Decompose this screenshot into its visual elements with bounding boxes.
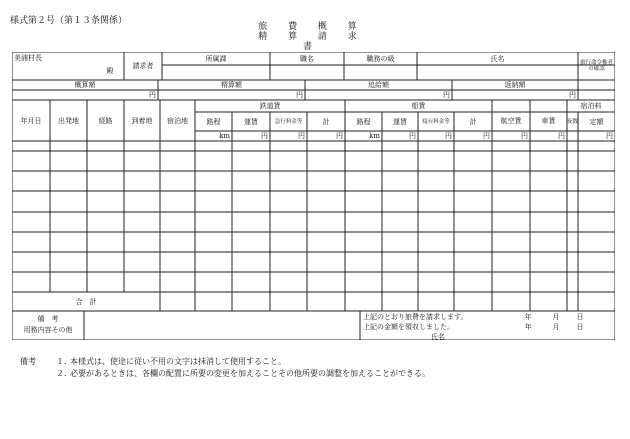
title-line-1: 旅 費 概 算 [258, 22, 366, 32]
unit-air: 円 [521, 132, 528, 140]
ship-fare: 運賃 [393, 117, 407, 126]
col-lodging-place: 宿泊地 [167, 116, 188, 125]
footnote-2-text: 必要があるときは、各欄の配置に所要の変更を加えることその他所要の調整を加えることができる。 [70, 369, 430, 378]
dono-label: 殿 [106, 67, 114, 75]
unit-fixed: 円 [606, 132, 613, 140]
form-number: 様式第２号（第１３条関係） [10, 16, 128, 26]
col-departure: 出発地 [58, 116, 79, 125]
remarks-label: 備 考 [37, 315, 59, 323]
document-title [252, 22, 372, 52]
rail-subtotal: 計 [322, 117, 330, 126]
footnotes-label: 備考 [20, 357, 36, 366]
title-line-2: 精 算 請 求 書 [258, 32, 366, 52]
col-date: 年月日 [20, 116, 42, 125]
unit-ship-km: km [369, 132, 380, 140]
settle-yen: 円 [296, 91, 303, 99]
rail-fare: 運賃 [244, 117, 258, 126]
unit-rail-express: 円 [298, 132, 305, 140]
village-head-label: 美浦村長 [14, 54, 42, 62]
col-air: 航空賃 [500, 116, 522, 125]
footnotes [20, 356, 430, 380]
claim-day: 日 [576, 313, 584, 321]
unit-ship-fare: 円 [409, 132, 416, 140]
unit-rail-subtotal: 円 [336, 132, 343, 140]
additional-yen: 円 [443, 91, 450, 99]
footnote-1 [20, 356, 430, 368]
col-car: 車賃 [541, 116, 556, 125]
col-route: 経路 [98, 116, 113, 125]
unit-car: 円 [558, 132, 565, 140]
claim-year: 年 [524, 313, 532, 321]
receipt-text: 上記の金額を領収しました。 [363, 323, 454, 331]
settle-label: 精算額 [221, 81, 242, 89]
travel-order-confirm-label: 旅行命令権者の確認 [579, 60, 613, 72]
fixed-amount-label: 定額 [589, 117, 604, 126]
unit-ship-berth: 円 [445, 132, 452, 140]
ship-distance: 路程 [356, 117, 371, 126]
total-label: 合 計 [75, 297, 97, 306]
claim-text: 上記のとおり旅費を請求します。 [363, 313, 468, 321]
rail-distance: 路程 [206, 117, 221, 126]
estimate-yen: 円 [149, 91, 156, 99]
receipt-month: 月 [552, 323, 560, 331]
additional-label: 追給額 [368, 81, 389, 89]
col-rail: 鉄道賃 [259, 102, 281, 110]
unit-rail-fare: 円 [261, 132, 268, 140]
nights-label: 夜数 [567, 118, 579, 125]
claimant-label: 請求者 [132, 62, 154, 70]
receipt-day: 日 [576, 323, 584, 331]
claim-month: 月 [552, 313, 560, 321]
unit-ship-subtotal: 円 [483, 132, 490, 140]
footnote-1-number: １． [56, 357, 72, 366]
col-lodging-fee: 宿泊料 [580, 102, 602, 110]
rail-express-fee: 急行料金等 [274, 118, 303, 125]
footnote-1-text: 本様式は、使途に従い不用の文字は抹消して使用すること。 [70, 357, 286, 366]
footnote-2-number: ２． [56, 369, 72, 378]
duty-grade-label: 職務の級 [366, 54, 395, 63]
signature-name-label: 氏名 [431, 333, 445, 341]
estimate-label: 概算額 [74, 81, 96, 89]
refund-label: 返納額 [504, 81, 526, 89]
department-label: 所属課 [205, 54, 227, 63]
position-label: 職名 [300, 54, 314, 63]
receipt-year: 年 [524, 323, 532, 331]
footnote-2 [20, 368, 430, 380]
ship-subtotal: 計 [469, 117, 477, 126]
name-label: 氏名 [490, 54, 505, 63]
ship-berth-fee: 寝台料金等 [422, 118, 450, 125]
expense-claim-table [12, 52, 615, 340]
col-arrival: 到着地 [131, 116, 153, 125]
unit-rail-km: km [219, 132, 230, 140]
remarks-sublabel: 用務内容その他 [23, 326, 73, 334]
refund-yen: 円 [569, 91, 576, 99]
col-ship: 船賃 [411, 102, 426, 110]
